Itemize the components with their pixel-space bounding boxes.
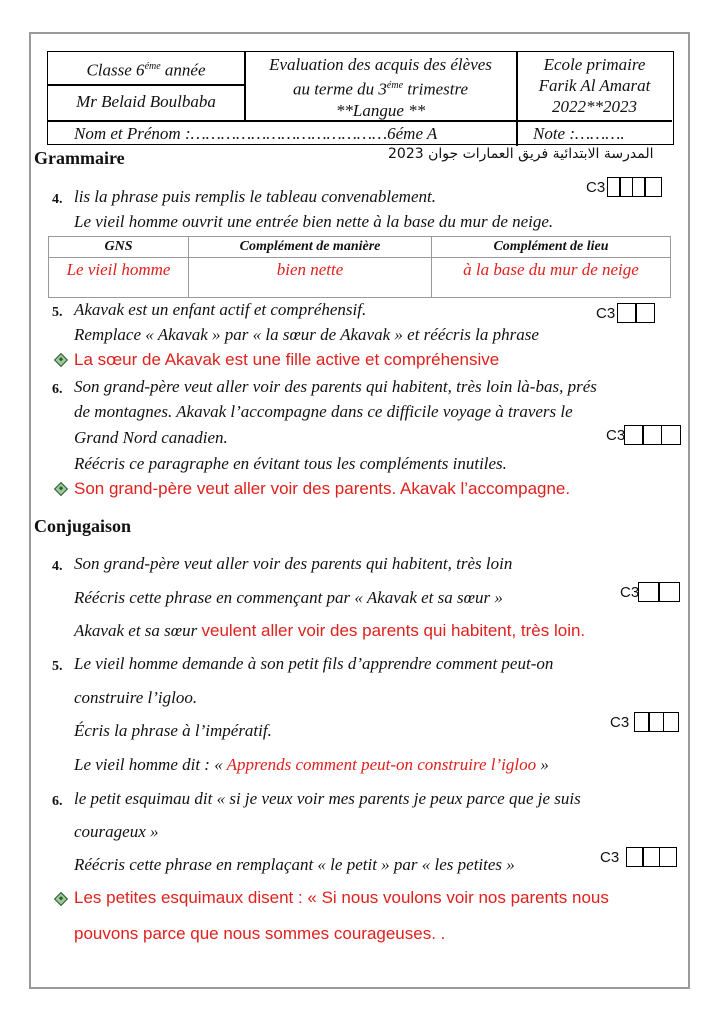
answer-text: Son grand-père veut aller voir des parents. Akavak l’accompagne. <box>74 479 571 498</box>
question-sentence: Son grand-père veut aller voir des parents qui habitent, très loin <box>74 554 513 573</box>
criterion-box: C3 <box>620 582 680 602</box>
grammaire-title: Grammaire <box>34 148 125 168</box>
question-number: 5. <box>52 305 63 320</box>
question-sentence: Le vieil homme ouvrit une entrée bien nette à la base du mur de neige. <box>74 212 554 231</box>
question-number: 4. <box>52 192 63 207</box>
answer-text: pouvons parce que nous sommes courageuses. . <box>74 924 446 943</box>
question-sentence: construire l’igloo. <box>74 688 198 707</box>
header-table <box>47 51 674 145</box>
note-field[interactable]: Note :………. <box>533 124 625 143</box>
class-label: Classe $6^{éme}$ année <box>86 60 206 80</box>
question-paragraph-line: Grand Nord canadien. <box>74 428 228 447</box>
question-number: 6. <box>52 382 63 397</box>
criterion-box: C3 <box>600 847 677 867</box>
table-header: Complément de manière <box>189 237 432 258</box>
question-number: 5. <box>52 659 63 674</box>
answer-line: Le vieil homme dit : « Apprends comment peut-on construire l’igloo » <box>74 755 549 774</box>
question-instruction: Réécris cette phrase en remplaçant « le petit » par « les petites » <box>74 855 515 874</box>
table-cell[interactable]: Le vieil homme <box>49 258 189 298</box>
arabic-school-header: المدرسة الابتدائية فريق العمارات جوان 2023 <box>388 146 654 162</box>
page-frame <box>29 32 690 989</box>
answer-line: Akavak et sa sœur veulent aller voir des parents qui habitent, très loin. <box>74 621 586 640</box>
question-paragraph-line: Son grand-père veut aller voir des parents qui habitent, très loin là-bas, prés <box>74 377 597 396</box>
table-cell[interactable]: à la base du mur de neige <box>432 258 671 298</box>
table-header: Complément de lieu <box>432 237 671 258</box>
question-paragraph-line: de montagnes. Akavak l’accompagne dans ce difficile voyage à travers le <box>74 402 573 421</box>
question-number: 6. <box>52 794 63 809</box>
question-instruction: Remplace « Akavak » par « la sœur de Akavak » et réécris la phrase <box>74 325 539 344</box>
table-cell[interactable]: bien nette <box>189 258 432 298</box>
eval-title: Evaluation des acquis des élèves au terme du $3^{éme}$ trimestre **Langue ** <box>269 55 492 120</box>
teacher-name: Mr Belaid Boulbaba <box>76 92 216 111</box>
question-sentence: Le vieil homme demande à son petit fils d’apprendre comment peut-on <box>74 654 554 673</box>
question-sentence: courageux » <box>74 822 159 841</box>
answer-text: Les petites esquimaux disent : « Si nous voulons voir nos parents nous <box>74 888 609 907</box>
school-info: Ecole primaire Farik Al Amarat 2022**2023 <box>538 55 651 116</box>
question-instruction: Réécris ce paragraphe en évitant tous les compléments inutiles. <box>74 454 507 473</box>
table-header: GNS <box>49 237 189 258</box>
grammar-table <box>48 236 671 298</box>
name-field[interactable]: Nom et Prénom :…………………………………6éme A <box>74 124 438 143</box>
criterion-box: C3 <box>610 712 679 732</box>
question-number: 4. <box>52 559 63 574</box>
question-instruction: Réécris cette phrase en commençant par « Akavak et sa sœur » <box>74 588 503 607</box>
question-instruction: Écris la phrase à l’impératif. <box>74 721 272 740</box>
criterion-box: C3 <box>596 303 655 323</box>
question-instruction: lis la phrase puis remplis le tableau convenablement. <box>74 187 436 206</box>
conjugaison-title: Conjugaison <box>34 516 132 536</box>
criterion-box: C3 <box>586 177 662 197</box>
criterion-box: C3 <box>606 425 681 445</box>
answer-text: La sœur de Akavak est une fille active et compréhensive <box>74 350 500 369</box>
question-sentence: le petit esquimau dit « si je veux voir mes parents je peux parce que je suis <box>74 789 581 808</box>
question-sentence: Akavak est un enfant actif et compréhensif. <box>74 300 367 319</box>
